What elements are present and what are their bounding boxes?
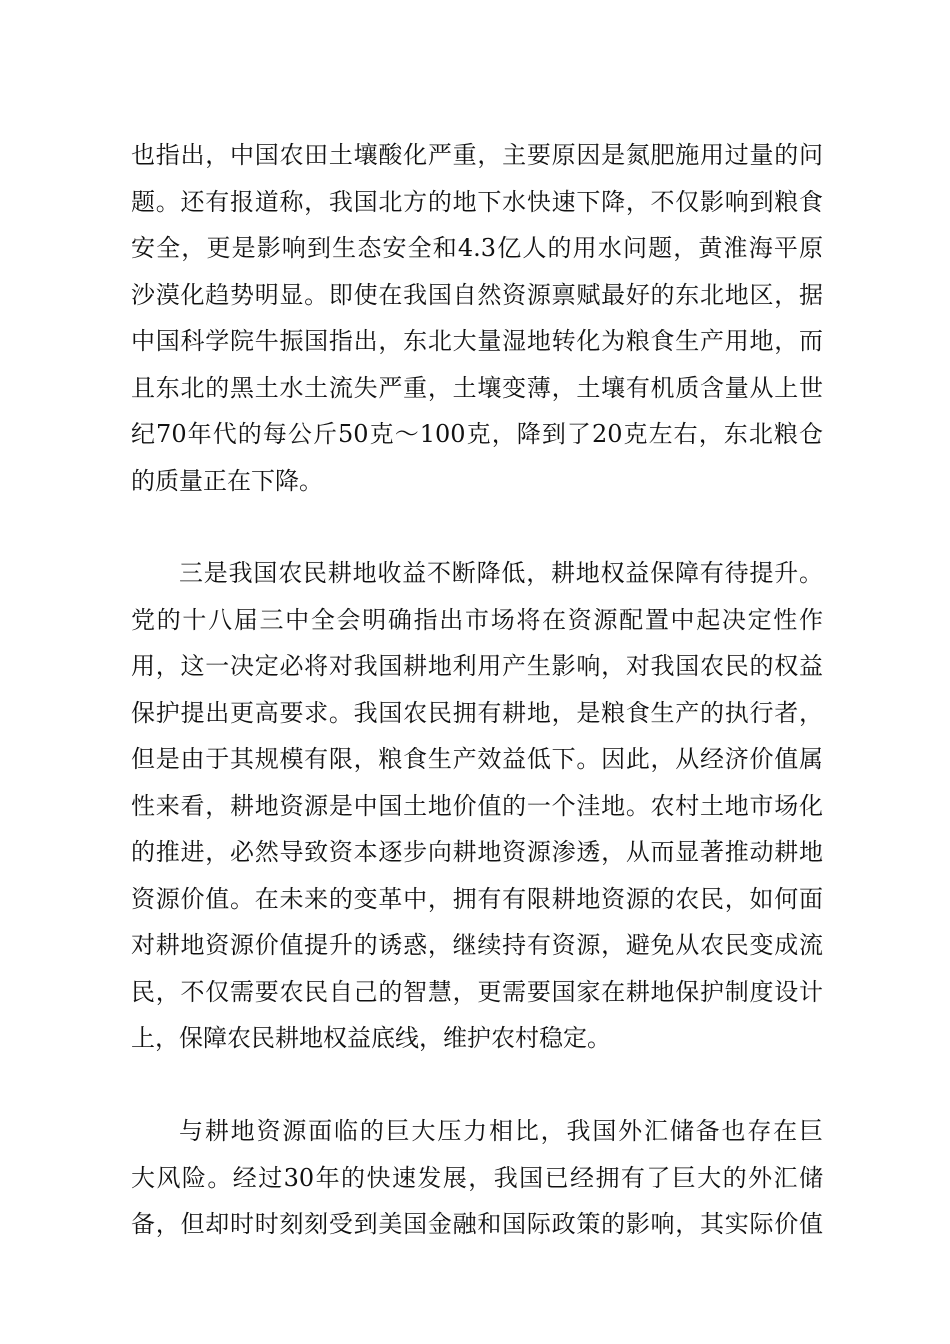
paragraph-1 — [131, 132, 823, 504]
text-line: 民，不仅需要农民自己的智慧，更需要国家在耕地保护制度设计 — [131, 977, 823, 1006]
text-line: 保护提出更高要求。我国农民拥有耕地，是粮食生产的执行者， — [131, 698, 823, 727]
text-line: 的推进，必然导致资本逐步向耕地资源渗透，从而显著推动耕地 — [131, 838, 823, 866]
text-line: 用，这一决定必将对我国耕地利用产生影响，对我国农民的权益 — [131, 652, 823, 680]
text-line: 题。还有报道称，我国北方的地下水快速下降，不仅影响到粮食 — [131, 187, 823, 216]
text-line-last: 的质量正在下降。 — [131, 466, 323, 495]
text-line: 对耕地资源价值提升的诱惑，继续持有资源，避免从农民变成流 — [131, 931, 823, 959]
text-line: 性来看，耕地资源是中国土地价值的一个洼地。农村土地市场化 — [131, 791, 823, 820]
text-line: 但是由于其规模有限，粮食生产效益低下。因此，从经济价值属 — [131, 745, 823, 773]
text-line: 沙漠化趋势明显。即使在我国自然资源禀赋最好的东北地区，据 — [131, 280, 823, 309]
text-line: 资源价值。在未来的变革中，拥有有限耕地资源的农民，如何面 — [131, 884, 823, 913]
text-line: 大风险。经过30年的快速发展，我国已经拥有了巨大的外汇储 — [131, 1163, 823, 1192]
text-line: 且东北的黑土水土流失严重，土壤变薄，土壤有机质含量从上世 — [131, 373, 823, 402]
text-line: 备，但却时时刻刻受到美国金融和国际政策的影响，其实际价值 — [131, 1210, 823, 1238]
text-line-first: 与耕地资源面临的巨大压力相比，我国外汇储备也存在巨 — [179, 1117, 823, 1145]
text-line: 纪70年代的每公斤50克～100克，降到了20克左右，东北粮仓 — [131, 420, 823, 448]
text-line: 也指出，中国农田土壤酸化严重，主要原因是氮肥施用过量的问 — [131, 141, 823, 169]
paragraph-2 — [131, 550, 823, 1062]
text-line-first: 三是我国农民耕地收益不断降低，耕地权益保障有待提升。 — [179, 559, 823, 587]
text-line-last: 上，保障农民耕地权益底线，维护农村稳定。 — [131, 1024, 611, 1052]
paragraph-3 — [131, 1108, 823, 1248]
text-line: 党的十八届三中全会明确指出市场将在资源配置中起决定性作 — [131, 605, 823, 634]
text-line: 中国科学院牛振国指出，东北大量湿地转化为粮食生产用地，而 — [131, 327, 823, 355]
text-line: 安全，更是影响到生态安全和4.3亿人的用水问题，黄淮海平原 — [131, 234, 823, 262]
